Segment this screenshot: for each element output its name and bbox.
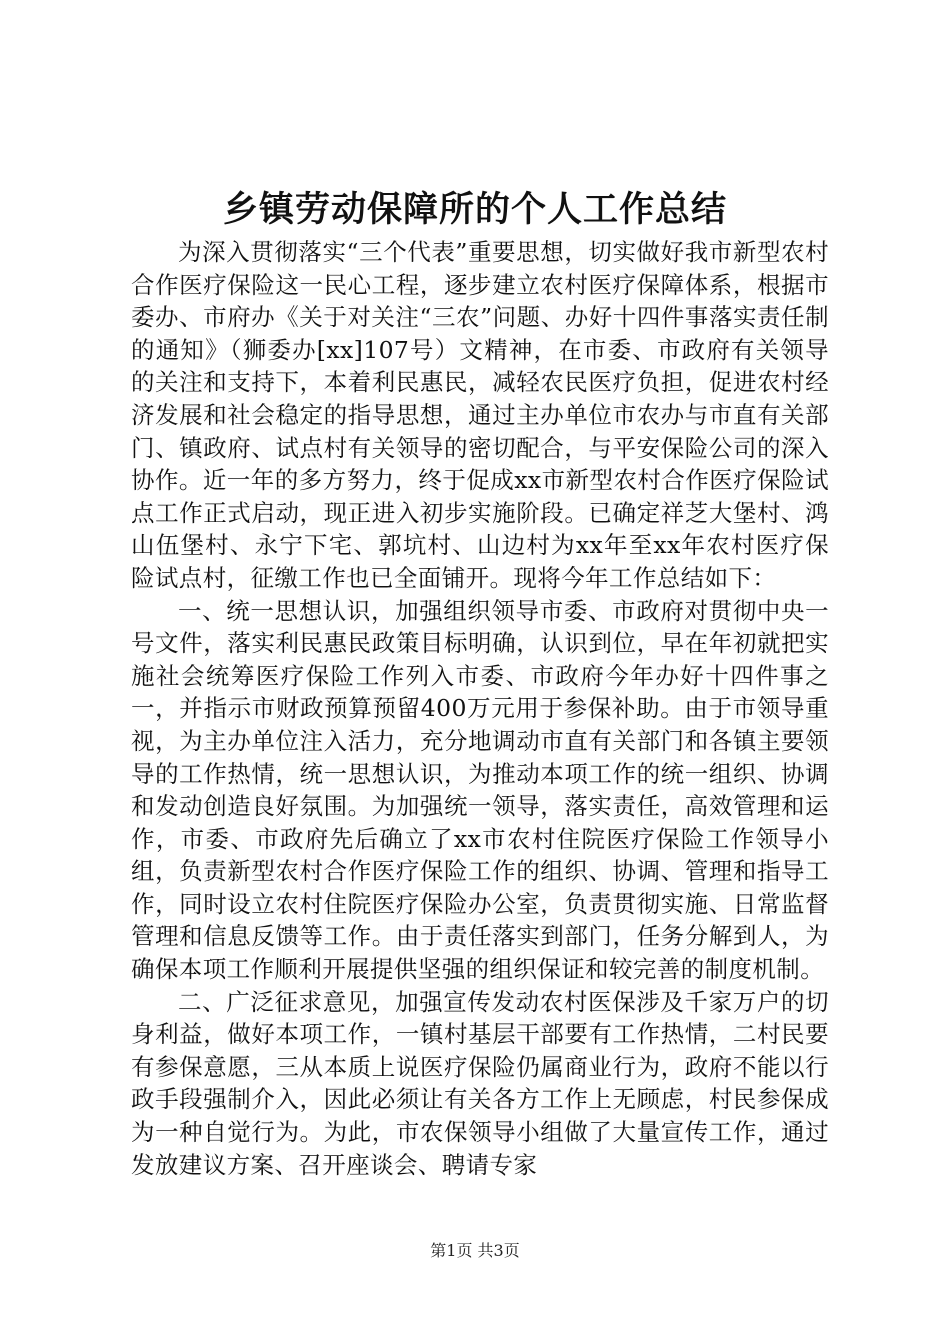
document-title: 乡镇劳动保障所的个人工作总结	[222, 189, 727, 230]
page-number-footer: 第1页 共3页	[430, 1241, 520, 1260]
paragraph-section-one: 一、统一思想认识，加强组织领导市委、市政府对贯彻中央一号文件，落实利民惠民政策目标明确，认识到位，早在年初就把实施社会统筹医疗保险工作列入市委、市政府今年办好十四件事之一，并指示市财政预算预留400万元用于参保补助。由于市领导重视，为主办单位注入活力，充分地调动市直有关部门和各镇主要领导的工作热情，统一思想认识，为推动本项工作的统一组织、协调和发动创造良好氛围。为加强统一领导，落实责任，高效管理和运作，市委、市政府先后确立了xx市农村住院医疗保险工作领导小组，负责新型农村合作医疗保险工作的组织、协调、管理和指导工作，同时设立农村住院医疗保险办公室，负责贯彻实施、日常监督管理和信息反馈等工作。由于责任落实到部门，任务分解到人，为确保本项工作顺利开展提供坚强的组织保证和较完善的制度机制。	[131, 596, 829, 984]
paragraph-section-two: 二、广泛征求意见，加强宣传发动农村医保涉及千家万户的切身利益，做好本项工作，一镇村基层干部要有工作热情，二村民要有参保意愿，三从本质上说医疗保险仍属商业行为，政府不能以行政手段强制介入，因此必须让有关各方工作上无顾虑，村民参保成为一种自觉行为。为此，市农保领导小组做了大量宣传工作，通过发放建议方案、召开座谈会、聘请专家	[131, 987, 829, 1179]
paragraph-intro: 为深入贯彻落实“三个代表”重要思想，切实做好我市新型农村合作医疗保险这一民心工程，逐步建立农村医疗保障体系，根据市委办、市府办《关于对关注“三农”问题、办好十四件事落实责任制的通知》（狮委办[xx]107号）文精神，在市委、市政府有关领导的关注和支持下，本着利民惠民，减轻农民医疗负担，促进农村经济发展和社会稳定的指导思想，通过主办单位市农办与市直有关部门、镇政府、试点村有关领导的密切配合，与平安保险公司的深入协作。近一年的多方努力，终于促成xx市新型农村合作医疗保险试点工作正式启动，现正进入初步实施阶段。已确定祥芝大堡村、鸿山伍堡村、永宁下宅、郭坑村、山边村为xx年至xx年农村医疗保险试点村，征缴工作也已全面铺开。现将今年工作总结如下：	[131, 238, 829, 592]
document-body	[131, 236, 829, 1312]
